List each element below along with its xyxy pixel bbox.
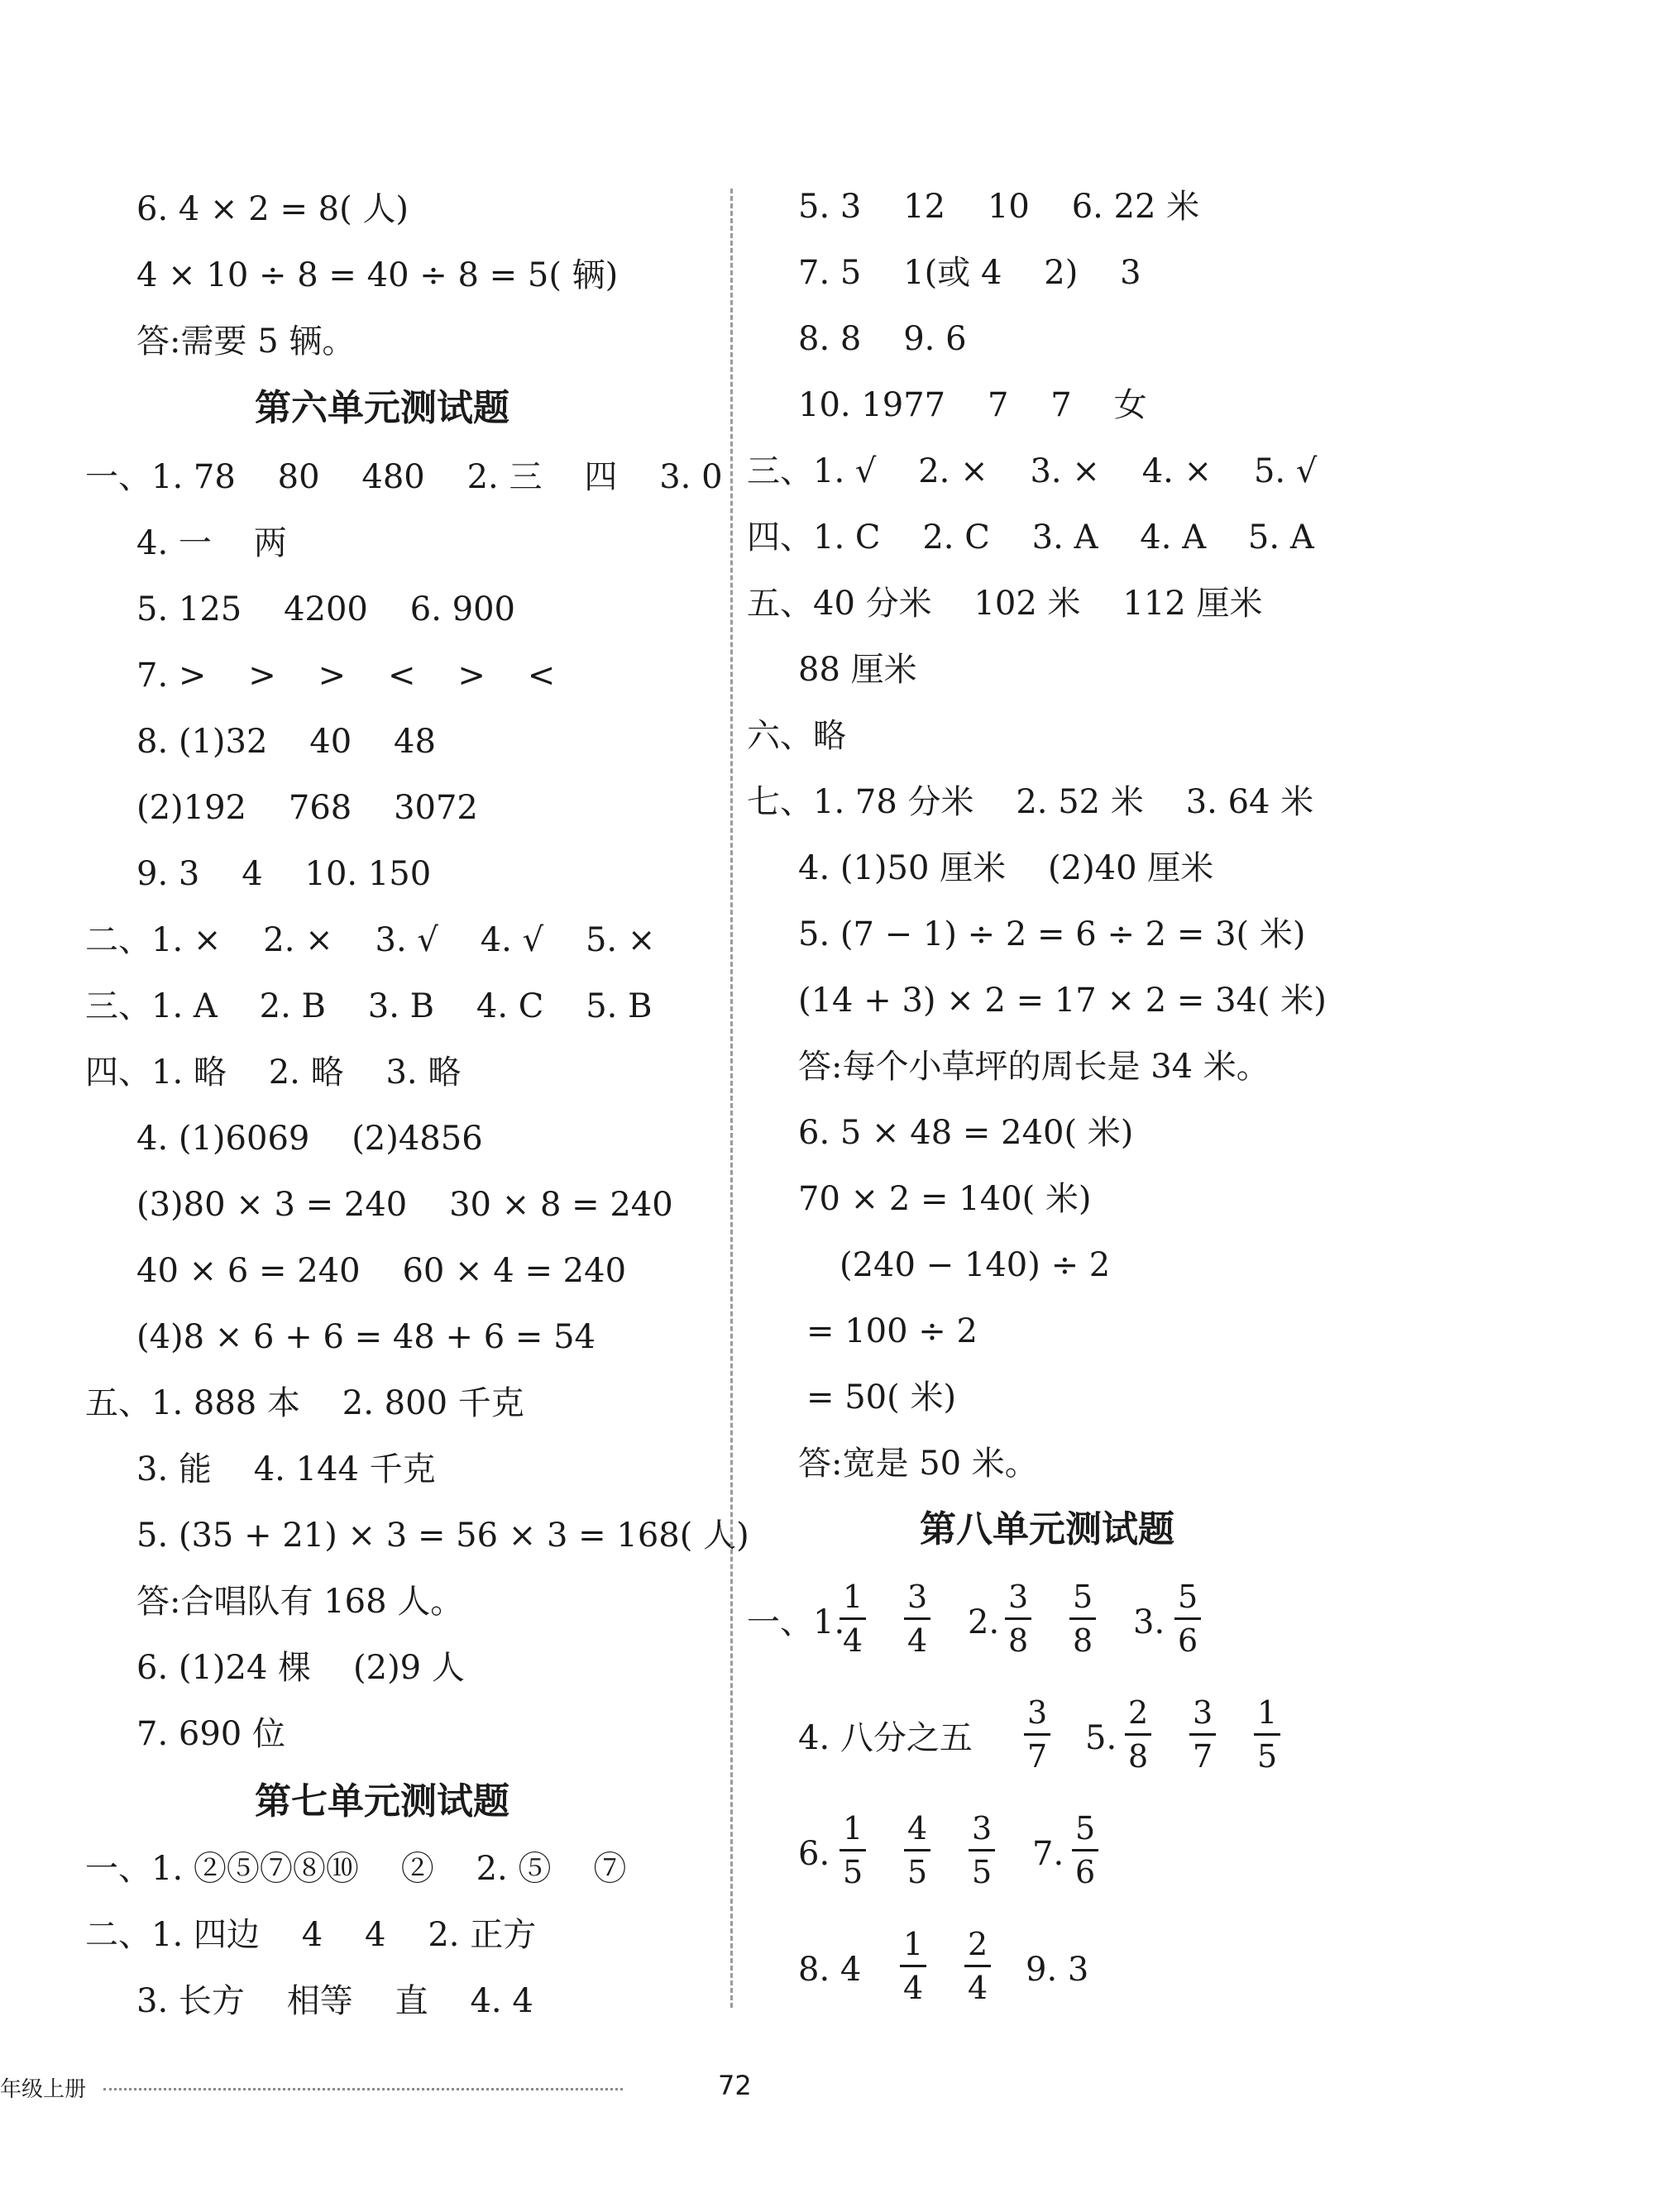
answer-line: 9. 3	[1026, 1951, 1089, 1989]
answer-line: 三、1. √ 2. × 3. × 4. × 5. √	[747, 452, 1318, 490]
answer-line: 6. (1)24 棵 (2)9 人	[136, 1649, 465, 1687]
numerator: 1	[1257, 1694, 1278, 1731]
numerator: 1	[843, 1579, 863, 1615]
answer-line: 7. 690 位	[136, 1715, 285, 1753]
fraction	[904, 1579, 930, 1659]
denominator: 5	[969, 1849, 995, 1888]
denominator: 7	[1024, 1733, 1050, 1772]
numerator: 5	[1178, 1579, 1198, 1615]
answer-line: (3)80 × 3 = 240 30 × 8 = 240	[136, 1186, 673, 1224]
fraction	[1174, 1579, 1201, 1659]
answer-line: 4 × 10 ÷ 8 = 40 ÷ 8 = 5( 辆)	[136, 256, 619, 294]
denominator: 4	[900, 1965, 926, 2004]
answer-line: 三、1. A 2. B 3. B 4. C 5. B	[85, 987, 653, 1025]
section-heading-unit-6: 第六单元测试题	[255, 387, 509, 429]
answer-line: = 100 ÷ 2	[806, 1312, 978, 1350]
footer-dotted-rule	[103, 2088, 623, 2090]
answer-line: 七、1. 78 分米 2. 52 米 3. 64 米	[747, 783, 1314, 821]
fraction	[964, 1928, 991, 2004]
answer-line: 3. 长方 相等 直 4. 4	[136, 1982, 533, 2020]
fraction	[1125, 1694, 1151, 1775]
answer-line: 五、1. 888 本 2. 800 千克	[85, 1384, 524, 1422]
denominator: 6	[1174, 1617, 1201, 1656]
answer-line: 5. 125 4200 6. 900	[136, 590, 515, 628]
fraction	[840, 1579, 866, 1659]
answer-line: 六、略	[747, 717, 846, 755]
answer-line: 5. (35 + 21) × 3 = 56 × 3 = 168( 人)	[136, 1517, 749, 1555]
numerator: 3	[1193, 1694, 1213, 1731]
answer-line: (2)192 768 3072	[136, 789, 478, 827]
answer-line: = 50( 米)	[806, 1378, 957, 1417]
numerator: 5	[1075, 1810, 1096, 1847]
numerator: 2	[968, 1926, 988, 1962]
numerator: 3	[1008, 1579, 1029, 1615]
section-heading-unit-7: 第七单元测试题	[255, 1780, 509, 1823]
answer-line: 8. 8 9. 6	[798, 320, 967, 358]
numerator: 5	[1073, 1579, 1093, 1615]
answer-line: 8. (1)32 40 48	[136, 723, 436, 761]
numerator: 4	[907, 1810, 928, 1847]
numerator: 1	[843, 1810, 863, 1847]
denominator: 4	[840, 1617, 866, 1656]
answer-line: 四、1. 略 2. 略 3. 略	[85, 1053, 462, 1092]
answer-line: 3.	[1133, 1603, 1165, 1641]
denominator: 8	[1069, 1617, 1096, 1656]
answer-line: (4)8 × 6 + 6 = 48 + 6 = 54	[136, 1318, 596, 1356]
fraction	[1005, 1579, 1031, 1659]
answer-line: 10. 1977 7 7 女	[798, 386, 1147, 424]
denominator: 4	[964, 1965, 991, 2004]
fraction	[1024, 1694, 1050, 1775]
answer-line: 4. (1)6069 (2)4856	[136, 1120, 483, 1158]
answer-line: 五、40 分米 102 米 112 厘米	[747, 585, 1263, 623]
numerator: 3	[907, 1579, 928, 1615]
answer-line: 9. 3 4 10. 150	[136, 855, 432, 893]
answer-line: 答:宽是 50 米。	[798, 1445, 1038, 1483]
denominator: 6	[1072, 1849, 1098, 1888]
section-heading-unit-8: 第八单元测试题	[920, 1508, 1174, 1550]
answer-line: 6.	[798, 1835, 830, 1873]
answer-line: 一、1. 78 80 480 2. 三 四 3. 0	[85, 458, 723, 496]
answer-line: 70 × 2 = 140( 米)	[798, 1180, 1092, 1218]
answer-line: 6. 4 × 2 = 8( 人)	[136, 190, 409, 228]
denominator: 8	[1005, 1617, 1031, 1656]
answer-line: 7. > > > < > <	[136, 657, 556, 695]
answer-line: 2.	[968, 1603, 1000, 1641]
answer-line: 88 厘米	[798, 651, 917, 689]
denominator: 5	[1254, 1733, 1280, 1772]
answer-line: 5.	[1085, 1719, 1117, 1757]
denominator: 8	[1125, 1733, 1151, 1772]
answer-line: 8. 4	[798, 1951, 862, 1989]
fraction	[1254, 1694, 1280, 1775]
answer-line: 一、1. ②⑤⑦⑧⑩ ② 2. ⑤ ⑦	[85, 1850, 627, 1888]
column-divider	[730, 189, 733, 2008]
answer-line: (240 − 140) ÷ 2	[840, 1246, 1111, 1284]
numerator: 3	[972, 1810, 993, 1847]
answer-line: 6. 5 × 48 = 240( 米)	[798, 1114, 1134, 1152]
answer-line: 一、1.	[747, 1603, 845, 1641]
answer-line: 答:每个小草坪的周长是 34 米。	[798, 1048, 1270, 1086]
denominator: 4	[904, 1617, 930, 1656]
answer-line: 二、1. × 2. × 3. √ 4. √ 5. ×	[85, 921, 656, 959]
answer-line: 4. 八分之五	[798, 1719, 973, 1757]
fraction	[1069, 1579, 1096, 1659]
denominator: 5	[840, 1849, 866, 1888]
footer-book-label: 年级上册	[0, 2077, 87, 2102]
answer-line: 5. (7 − 1) ÷ 2 = 6 ÷ 2 = 3( 米)	[798, 915, 1306, 953]
answer-line: 3. 能 4. 144 千克	[136, 1450, 436, 1488]
fraction	[904, 1810, 930, 1890]
answer-line: 二、1. 四边 4 4 2. 正方	[85, 1916, 537, 1954]
numerator: 3	[1027, 1694, 1048, 1731]
page-number: 72	[718, 2070, 752, 2101]
fraction	[1189, 1694, 1216, 1775]
answer-line: 5. 3 12 10 6. 22 米	[798, 188, 1200, 226]
answer-line: 40 × 6 = 240 60 × 4 = 240	[136, 1252, 627, 1290]
denominator: 7	[1189, 1733, 1216, 1772]
fraction	[969, 1810, 995, 1890]
fraction	[900, 1928, 926, 2004]
answer-line: 四、1. C 2. C 3. A 4. A 5. A	[747, 518, 1314, 557]
answer-line: 答:需要 5 辆。	[136, 322, 356, 361]
answer-line: 4. (1)50 厘米 (2)40 厘米	[798, 849, 1214, 887]
numerator: 2	[1128, 1694, 1149, 1731]
denominator: 5	[904, 1849, 930, 1888]
fraction	[840, 1810, 866, 1890]
answer-line: 4. 一 两	[136, 524, 287, 562]
answer-line: 7.	[1032, 1835, 1064, 1873]
numerator: 1	[903, 1926, 924, 1962]
fraction	[1072, 1810, 1098, 1890]
answer-line: 7. 5 1(或 4 2) 3	[798, 254, 1141, 292]
answer-line: (14 + 3) × 2 = 17 × 2 = 34( 米)	[798, 982, 1327, 1020]
answer-line: 答:合唱队有 168 人。	[136, 1583, 464, 1621]
